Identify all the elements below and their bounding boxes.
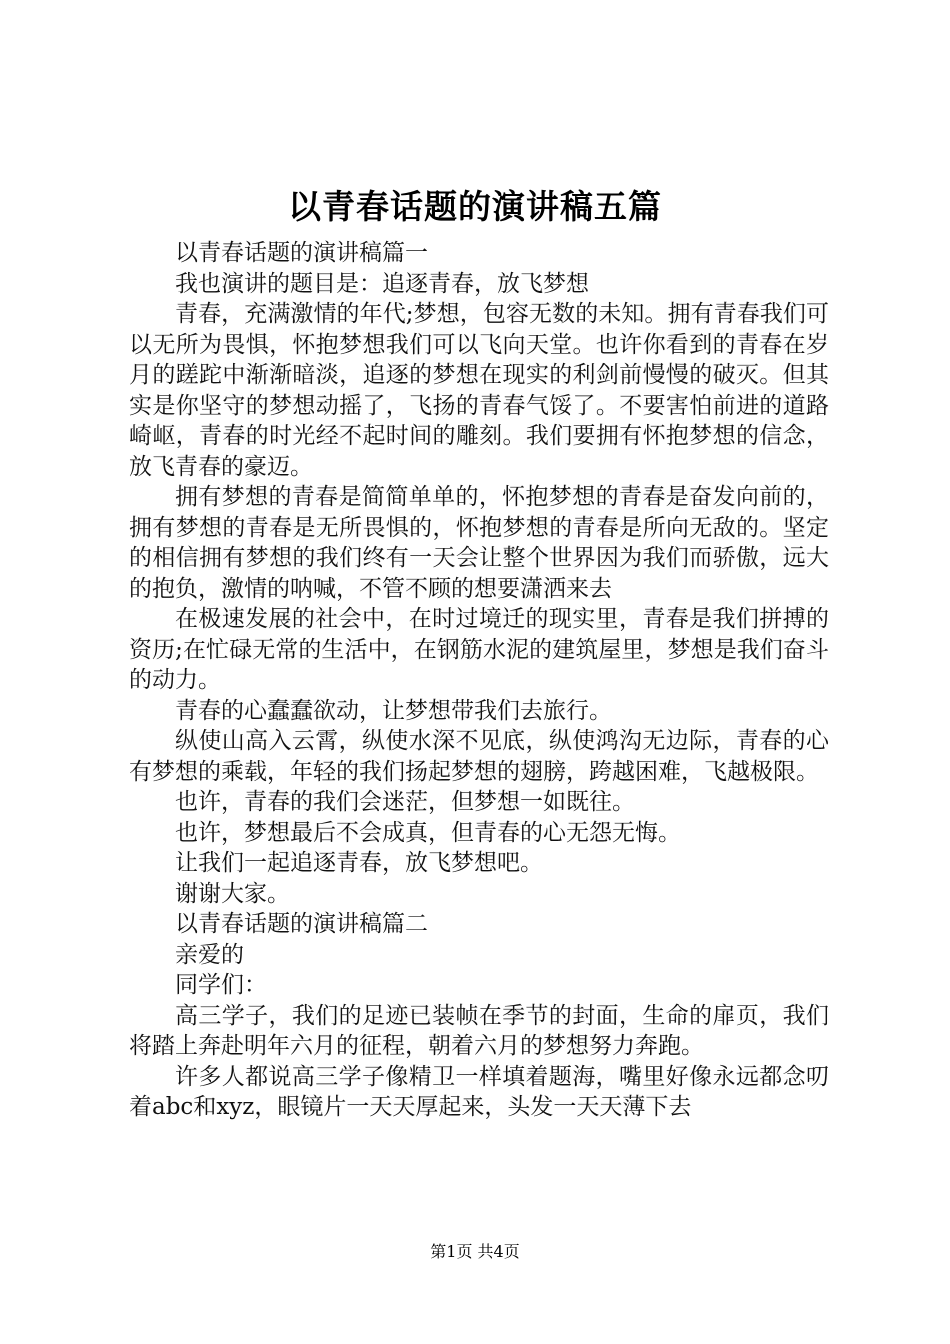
- paragraph: 让我们一起追逐青春，放飞梦想吧。: [175, 850, 543, 876]
- paragraph: 纵使山高入云霄，纵使水深不见底，纵使鸿沟无边际，青春的心有梦想的乘载，年轻的我们扬起梦想的翅膀，跨越困难，飞越极限。: [129, 728, 829, 785]
- document-body: [129, 238, 829, 1123]
- document-title: 以青春话题的演讲稿五篇: [288, 187, 662, 226]
- paragraph: 也许，梦想最后不会成真，但青春的心无怨无悔。: [175, 819, 681, 846]
- paragraph: 在极速发展的社会中，在时过境迁的现实里，青春是我们拼搏的资历;在忙碌无常的生活中，在钢筋水泥的建筑屋里，梦想是我们奋斗的动力。: [129, 606, 829, 693]
- paragraph: 高三学子，我们的足迹已装帧在季节的封面，生命的扉页，我们将踏上奔赴明年六月的征程，朝着六月的梦想努力奔跑。: [129, 1002, 829, 1059]
- paragraph: 同学们：: [175, 972, 267, 998]
- page-number-footer: 第1页 共4页: [430, 1242, 520, 1261]
- paragraph: 青春的心蠢蠢欲动，让梦想带我们去旅行。: [175, 697, 612, 724]
- section-heading-2: 以青春话题的演讲稿篇二: [175, 911, 428, 937]
- paragraph: 青春，充满激情的年代;梦想，包容无数的未知。拥有青春我们可以无所为畏惧，怀抱梦想我们可以飞向天堂。也许你看到的青春在岁月的蹉跎中渐渐暗淡，追逐的梦想在现实的利剑前慢慢的破灭。但其实是你坚守的梦想动摇了，飞扬的青春气馁了。不要害怕前进的道路崎岖，青春的时光经不起时间的雕刻。我们要拥有怀抱梦想的信念，放飞青春的豪迈。: [129, 301, 829, 480]
- paragraph: 亲爱的: [175, 941, 244, 968]
- paragraph: 我也演讲的题目是：追逐青春，放飞梦想: [175, 270, 589, 297]
- paragraph: 谢谢大家。: [175, 880, 290, 907]
- section-heading-1: 以青春话题的演讲稿篇一: [175, 240, 428, 266]
- paragraph: 许多人都说高三学子像精卫一样填着题海，嘴里好像永远都念叨着abc和xyz，眼镜片一天天厚起来，头发一天天薄下去: [129, 1063, 829, 1120]
- paragraph: 拥有梦想的青春是简简单单的，怀抱梦想的青春是奋发向前的，拥有梦想的青春是无所畏惧的，怀抱梦想的青春是所向无敌的。坚定的相信拥有梦想的我们终有一天会让整个世界因为我们而骄傲，远大的抱负，激情的呐喊，不管不顾的想要潇洒来去: [129, 484, 829, 602]
- paragraph: 也许，青春的我们会迷茫，但梦想一如既往。: [175, 789, 635, 815]
